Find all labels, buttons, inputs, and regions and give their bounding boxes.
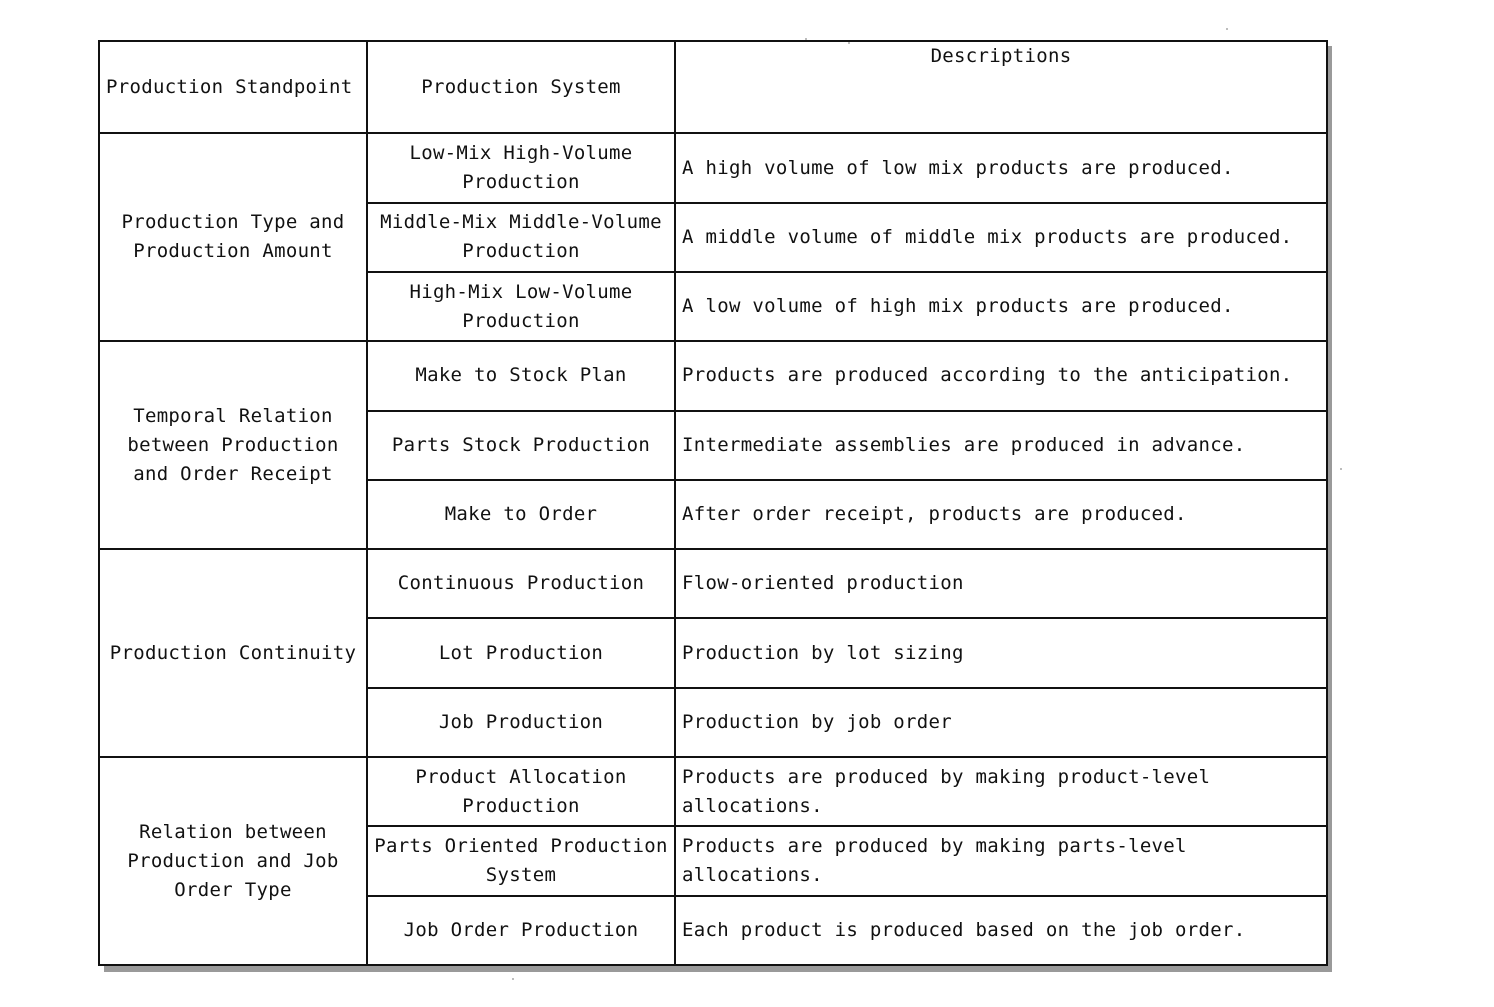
scan-speck (848, 42, 850, 44)
description-cell: A low volume of high mix products are produced. (675, 272, 1327, 341)
standpoint-production-type-amount: Production Type and Production Amount (99, 133, 367, 341)
system-cell: Parts Oriented Production System (367, 826, 675, 895)
system-cell: Make to Stock Plan (367, 341, 675, 410)
description-cell: After order receipt, products are produced. (675, 480, 1327, 549)
header-production-system: Production System (367, 41, 675, 133)
table-row (99, 341, 1327, 410)
standpoint-production-continuity: Production Continuity (99, 549, 367, 757)
table-row (99, 549, 1327, 618)
scan-speck (1340, 468, 1342, 470)
table-row (99, 757, 1327, 826)
description-cell: Products are produced by making product-level allocations. (675, 757, 1327, 826)
description-cell: Products are produced according to the anticipation. (675, 341, 1327, 410)
description-cell: A high volume of low mix products are produced. (675, 133, 1327, 202)
system-cell: Job Production (367, 688, 675, 757)
table-header-row (99, 41, 1327, 133)
description-cell: Production by lot sizing (675, 618, 1327, 687)
system-cell: High-Mix Low-Volume Production (367, 272, 675, 341)
standpoint-job-order-relation: Relation between Production and Job Order Type (99, 757, 367, 965)
production-system-table (98, 40, 1328, 966)
standpoint-temporal-relation: Temporal Relation between Production and Order Receipt (99, 341, 367, 549)
description-cell: Each product is produced based on the job order. (675, 896, 1327, 965)
description-cell: Production by job order (675, 688, 1327, 757)
description-cell: Intermediate assemblies are produced in advance. (675, 411, 1327, 480)
table-row (99, 133, 1327, 202)
system-cell: Middle-Mix Middle-Volume Production (367, 203, 675, 272)
description-cell: Products are produced by making parts-level allocations. (675, 826, 1327, 895)
system-cell: Continuous Production (367, 549, 675, 618)
system-cell: Product Allocation Production (367, 757, 675, 826)
header-descriptions: Descriptions (675, 41, 1327, 133)
system-cell: Make to Order (367, 480, 675, 549)
system-cell: Parts Stock Production (367, 411, 675, 480)
scan-speck (512, 978, 514, 980)
description-cell: A middle volume of middle mix products are produced. (675, 203, 1327, 272)
scan-speck (1226, 28, 1228, 30)
production-system-table-sheet (98, 40, 1326, 966)
system-cell: Lot Production (367, 618, 675, 687)
system-cell: Job Order Production (367, 896, 675, 965)
description-cell: Flow-oriented production (675, 549, 1327, 618)
scan-speck (805, 38, 807, 40)
system-cell: Low-Mix High-Volume Production (367, 133, 675, 202)
header-production-standpoint: Production Standpoint (99, 41, 367, 133)
